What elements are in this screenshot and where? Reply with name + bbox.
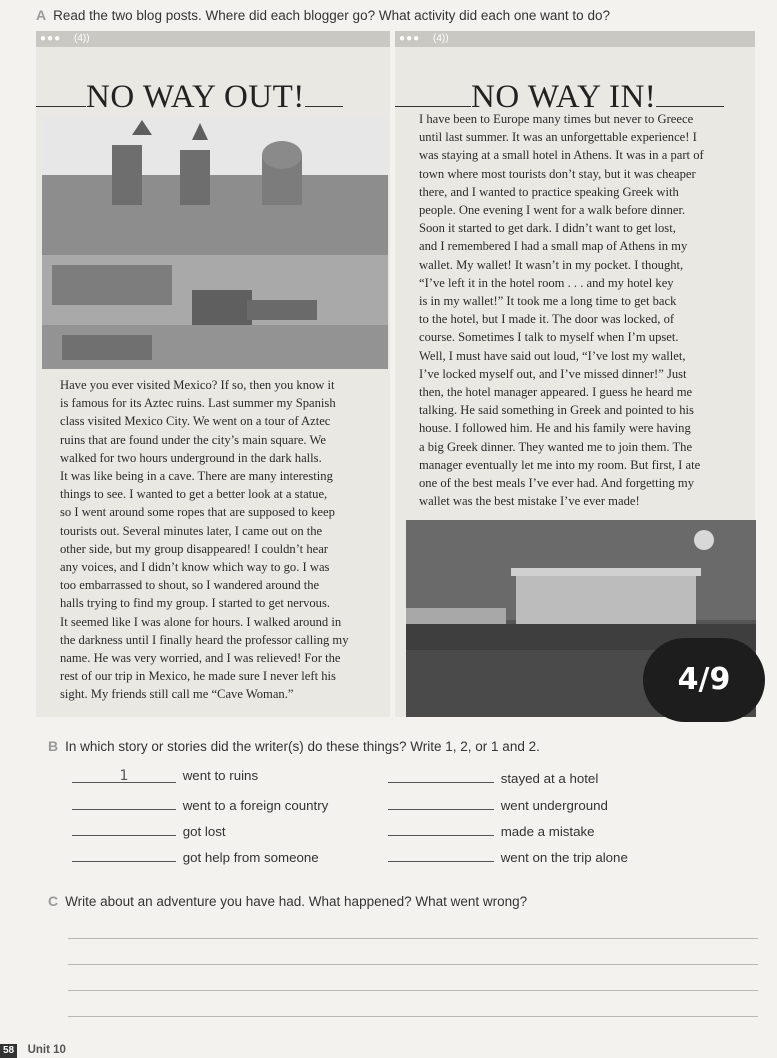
- blog-1-tab: (4)): [74, 33, 90, 44]
- item-text: went to ruins: [182, 768, 259, 783]
- exercise-item: [72, 821, 226, 839]
- item-text: stayed at a hotel: [500, 771, 599, 786]
- blog-2-tab: (4)): [433, 33, 449, 44]
- item-text: made a mistake: [500, 824, 595, 839]
- blog-2-line: Soon it started to get dark. I didn’t want to get lost,: [419, 221, 676, 236]
- blog-2-line: talking. He said something in Greek and pointed to his: [419, 403, 694, 418]
- window-dots-icon: ●●●: [40, 33, 62, 44]
- blog-1-line: ruins that are found under the city’s main square. We: [60, 432, 326, 447]
- blog-2-line: then, the hotel manager appeared. I guess he heard me: [419, 385, 693, 400]
- blog-1-line: other side, but my group disappeared! I couldn’t hear: [60, 541, 329, 556]
- blog-1-line: name. He was very worried, and I was relieved! For the: [60, 651, 341, 666]
- exercise-item: [388, 768, 598, 786]
- answer-blank[interactable]: [388, 768, 494, 783]
- title-rule-left: [395, 106, 471, 107]
- blog-1-line: any voices, and I didn’t know which way to go. I was: [60, 560, 330, 575]
- blog-2-line: I’ve locked myself out, and I’ve missed dinner!” Just: [419, 366, 687, 381]
- item-text: went on the trip alone: [500, 850, 628, 865]
- blog-1-line: tourists out. Several minutes later, I came out on the: [60, 523, 323, 538]
- section-b-heading: [48, 738, 540, 756]
- blog-1-line: things to see. I wanted to get a better look at a statue,: [60, 487, 328, 502]
- window-dots-icon: ●●●: [399, 33, 421, 44]
- section-b-letter: B: [48, 738, 59, 754]
- page-footer: [0, 1040, 66, 1054]
- blog-1-line: so I went around some ropes that are supposed to keep: [60, 505, 335, 520]
- exercise-item: [388, 821, 595, 839]
- exercise-item: [72, 847, 319, 865]
- answer-blank[interactable]: [72, 768, 176, 783]
- blog-1-line: the darkness until I finally heard the professor calling my: [60, 632, 349, 647]
- writing-line[interactable]: [68, 938, 758, 939]
- blog-1-line: is famous for its Aztec ruins. Last summer my Spanish: [60, 396, 336, 411]
- blog-1-line: class visited Mexico City. We went on a tour of Aztec: [60, 414, 331, 429]
- blog-1-line: sight. My friends still call me “Cave Woman.”: [60, 687, 294, 702]
- writing-line[interactable]: [68, 1016, 758, 1017]
- aztec-ruins-photo: [42, 115, 388, 369]
- exercise-item: [388, 795, 608, 813]
- blog-2-line: town where most tourists don’t stay, but it was cheaper: [419, 166, 696, 181]
- exercise-item: [72, 768, 258, 783]
- title-rule-left: [36, 106, 86, 107]
- answer-blank[interactable]: [72, 821, 176, 836]
- page-counter-badge[interactable]: 4/9: [643, 638, 765, 722]
- blog-2-line: “I’ve left it in the hotel room . . . and my hotel key: [419, 275, 674, 290]
- blog-2-line: manager eventually let me into my room. But first, I ate: [419, 457, 701, 472]
- section-a-heading: [36, 7, 610, 25]
- blog-post-1: [36, 31, 390, 717]
- blog-1-title: NO WAY OUT!: [86, 79, 305, 115]
- unit-label: Unit 10: [27, 1044, 66, 1056]
- blog-2-line: to the hotel, but I made it. The door was locked, of: [419, 312, 675, 327]
- item-text: got help from someone: [182, 850, 319, 865]
- page-number: 58: [0, 1044, 17, 1058]
- exercise-item: [72, 795, 328, 813]
- blog-1-line: It seemed like I was alone for hours. I walked around in: [60, 614, 342, 629]
- blog-2-line: is in my wallet!” It took me a long time to get back: [419, 294, 677, 309]
- item-text: went to a foreign country: [182, 798, 329, 813]
- answer-blank[interactable]: [72, 795, 176, 810]
- blog-2-line: until last summer. It was an unforgettable experience! I: [419, 130, 697, 145]
- blog-1-line: halls trying to find my group. I started to get nervous.: [60, 596, 331, 611]
- section-c-instruction: Write about an adventure you have had. What happened? What went wrong?: [65, 894, 528, 909]
- section-c-heading: [48, 893, 527, 911]
- blog-2-line: a big Greek dinner. They wanted me to join them. The: [419, 439, 693, 454]
- blog-2-line: Well, I must have said out loud, “I’ve lost my wallet,: [419, 348, 686, 363]
- blog-2-line: people. One evening I went for a walk before dinner.: [419, 203, 686, 218]
- section-b-instruction: In which story or stories did the writer(s) do these things? Write 1, 2, or 1 and 2.: [65, 739, 540, 754]
- blog-1-line: walked for two hours underground in the dark halls.: [60, 450, 322, 465]
- blog-2-line: wallet. My wallet! It wasn’t in my pocket. I thought,: [419, 257, 684, 272]
- blog-1-line: It was like being in a cave. There are many interesting: [60, 469, 333, 484]
- blog-2-line: I have been to Europe many times but never to Greece: [419, 112, 694, 126]
- blog-1-line: too embarrassed to shout, so I wandered around the: [60, 578, 320, 593]
- blog-2-line: there, and I wanted to practice speaking Greek with: [419, 184, 679, 199]
- blog-1-body: [60, 376, 390, 704]
- section-a-letter: A: [36, 7, 47, 23]
- answer-blank[interactable]: [388, 821, 494, 836]
- blog-2-line: wallet was the best mistake I’ve ever made!: [419, 494, 640, 509]
- writing-line[interactable]: [68, 964, 758, 965]
- item-text: got lost: [182, 824, 226, 839]
- answer-blank[interactable]: [388, 847, 494, 862]
- section-a-instruction: Read the two blog posts. Where did each blogger go? What activity did each one want to do?: [53, 8, 610, 23]
- blog-1-window-bar: [36, 31, 390, 47]
- blog-1-title-row: [36, 77, 343, 117]
- blog-2-line: was staying at a small hotel in Athens. It was in a part of: [419, 148, 704, 163]
- answer-blank[interactable]: [388, 795, 494, 810]
- blog-2-line: house. I followed him. He and his family were having: [419, 421, 691, 436]
- title-rule-right: [656, 106, 724, 107]
- answer-blank[interactable]: [72, 847, 176, 862]
- item-text: went underground: [500, 798, 608, 813]
- writing-line[interactable]: [68, 990, 758, 991]
- blog-2-window-bar: [395, 31, 755, 47]
- blog-2-title: NO WAY IN!: [471, 79, 657, 115]
- exercise-item: [388, 847, 628, 865]
- title-rule-right: [305, 106, 343, 107]
- blog-1-line: rest of our trip in Mexico, he made sure I never left his: [60, 669, 336, 684]
- blog-2-body: [419, 110, 759, 510]
- section-c-letter: C: [48, 893, 59, 909]
- answer-text: 1: [119, 768, 129, 784]
- blog-1-line: Have you ever visited Mexico? If so, then you know it: [60, 378, 335, 392]
- blog-2-line: course. Sometimes I talk to myself when I’m upset.: [419, 330, 679, 345]
- blog-2-line: and I remembered I had a small map of Athens in my: [419, 239, 688, 254]
- blog-2-line: one of the best meals I’ve ever had. And forgetting my: [419, 476, 695, 491]
